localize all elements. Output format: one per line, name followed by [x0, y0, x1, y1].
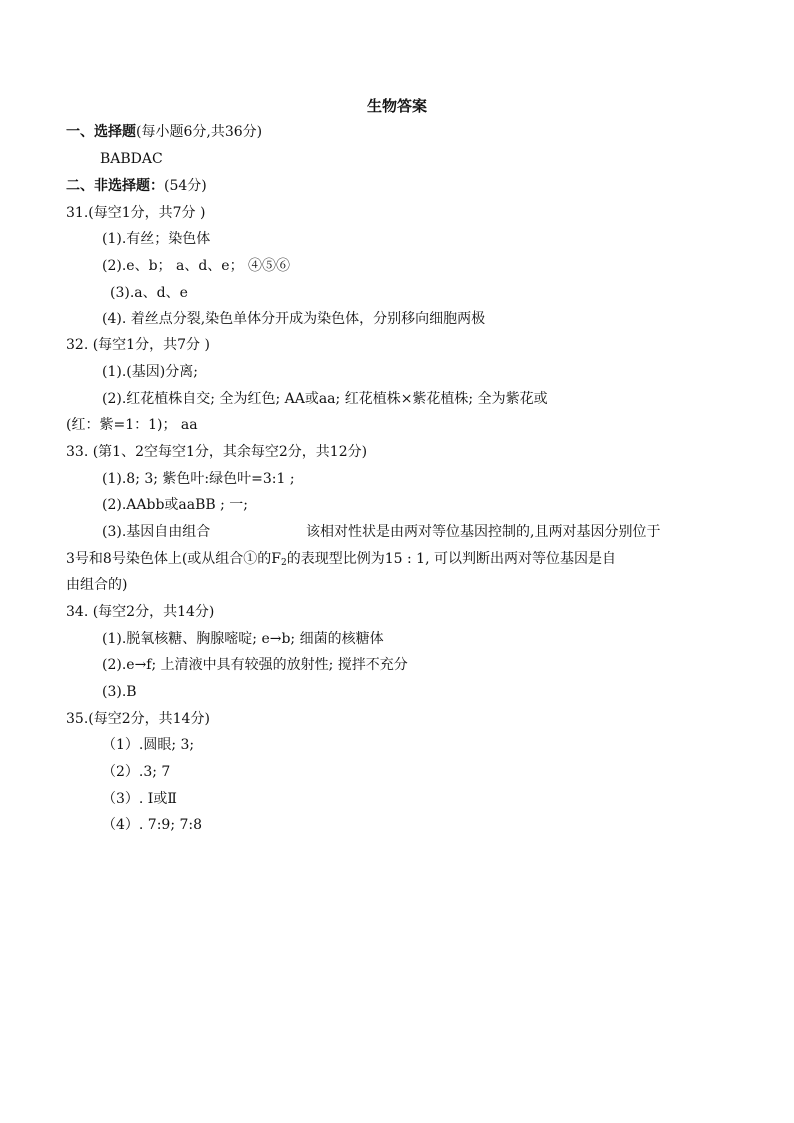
q31-header: 31.(每空1分，共7分 ) — [66, 205, 206, 221]
q33-answer-3-text: 该相对性状是由两对等位基因控制的,且两对基因分别位于 — [306, 524, 661, 540]
q33-continued-part-b: 的表现型比例为15 : 1, 可以判断出两对等位基因是自 — [286, 551, 616, 567]
page-title: 生物答案 — [366, 97, 427, 115]
q35-answer-1: （1）.圆眼; 3; — [102, 737, 195, 753]
q33-continued-part-a: 3号和8号染色体上(或从组合①的F — [66, 551, 281, 567]
q35-answer-4: （4）. 7:9; 7:8 — [102, 817, 203, 833]
q35-answer-3: （3）. Ⅰ或Ⅱ — [102, 791, 177, 807]
q33-header: 33. (第1、2空每空1分，其余每空2分，共12分) — [66, 444, 368, 460]
section-1-heading-line — [66, 122, 262, 142]
q32-answer-2-continued: (红：紫=1：1)； aa — [66, 417, 198, 433]
q35-answer-2: （2）.3; 7 — [102, 764, 171, 780]
multiple-choice-answers: BABDAC — [100, 151, 163, 167]
section-2-heading-line — [66, 176, 207, 196]
q31-answer-3: (3).a、d、e — [110, 285, 188, 301]
q33-answer-3-continued — [66, 549, 616, 573]
q34-answer-2: (2).e→f; 上清液中具有较强的放射性; 搅拌不充分 — [102, 657, 408, 673]
q34-answer-1: (1).脱氧核糖、胸腺嘧啶; e→b; 细菌的核糖体 — [102, 631, 384, 647]
q34-header: 34. (每空2分，共14分) — [66, 604, 215, 620]
q33-answer-3-label: (3).基因自由组合 — [102, 524, 211, 540]
q31-answer-2: (2).e、b； a、d、e； ④⑤⑥ — [102, 258, 291, 274]
q34-answer-3: (3).B — [102, 684, 137, 700]
q33-answer-2: (2).AAbb或aaBB ; 一; — [102, 497, 249, 513]
q33-answer-1: (1).8; 3; 紫色叶:绿色叶=3:1 ; — [102, 471, 295, 487]
section-1-note: (每小题6分,共36分) — [136, 124, 263, 140]
section-2-note: (54分) — [164, 178, 207, 194]
q32-header: 32. (每空1分，共7分 ) — [66, 337, 210, 353]
q35-header: 35.(每空2分，共14分) — [66, 711, 210, 727]
q33-answer-3-continued-2: 由组合的) — [66, 577, 128, 593]
section-1-heading: 一、选择题 — [66, 124, 136, 140]
q31-answer-4: (4). 着丝点分裂,染色单体分开成为染色体，分别移向细胞两极 — [102, 311, 486, 327]
q31-answer-1: (1).有丝；染色体 — [102, 231, 211, 247]
q32-answer-2: (2).红花植株自交; 全为红色; AA或aa; 红花植株×紫花植株; 全为紫花或 — [102, 391, 548, 407]
q33-subscript: 2 — [281, 558, 287, 568]
q32-answer-1: (1).(基因)分离; — [102, 364, 198, 380]
section-2-heading: 二、非选择题： — [66, 178, 164, 194]
